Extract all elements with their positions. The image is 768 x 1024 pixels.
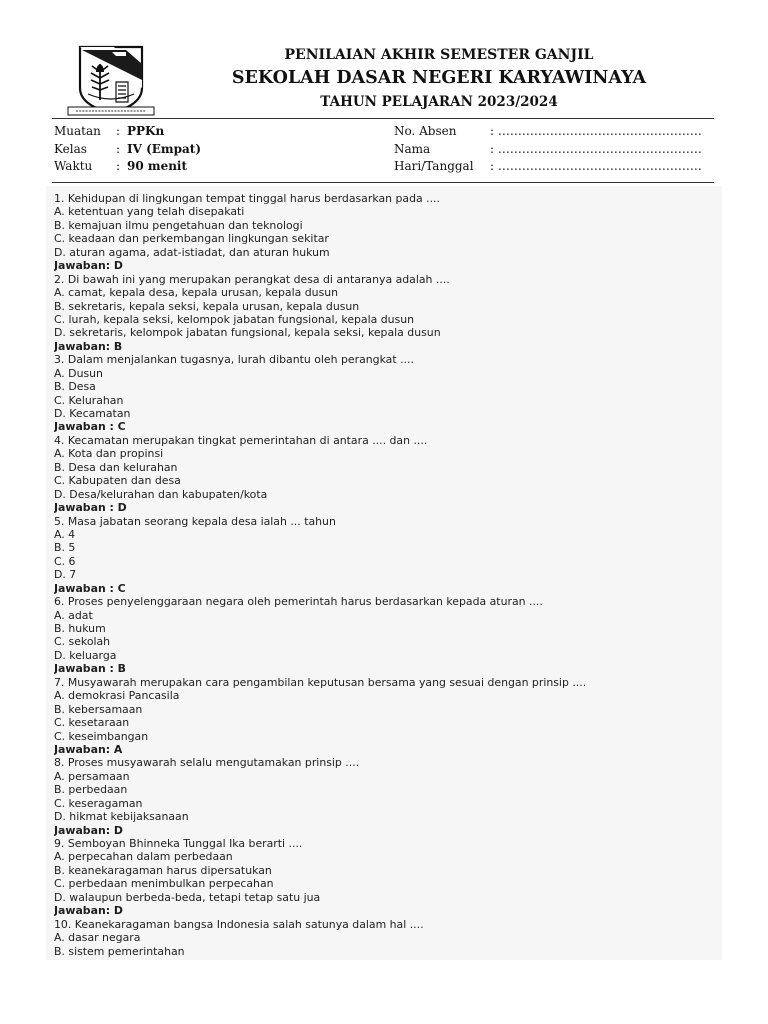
answer-key: Jawaban : C <box>54 581 126 595</box>
answer-option: A. dasar negara <box>54 931 141 945</box>
hari-blank-field[interactable]: : …………………………………………… <box>490 159 702 173</box>
nama-label: Nama <box>394 142 431 156</box>
answer-option: B. kemajuan ilmu pengetahuan dan teknologi <box>54 218 303 232</box>
answer-option: A. 4 <box>54 527 76 541</box>
absen-label: No. Absen <box>394 124 457 138</box>
answer-key: Jawaban: A <box>54 742 123 756</box>
answer-option: C. keseragaman <box>54 796 143 810</box>
answer-option: C. lurah, kepala seksi, kelompok jabatan fungsional, kepala dusun <box>54 312 415 326</box>
answer-option: A. perpecahan dalam perbedaan <box>54 850 233 864</box>
answer-key: Jawaban: D <box>54 259 123 273</box>
answer-key: Jawaban : C <box>54 420 126 434</box>
answer-option: C. keadaan dan perkembangan lingkungan sekitar <box>54 232 329 246</box>
question-text: 1. Kehidupan di lingkungan tempat tinggal harus berdasarkan pada .... <box>54 192 440 205</box>
answer-option: B. Desa <box>54 380 96 394</box>
answer-option: B. sekretaris, kepala seksi, kepala urusan, kepala dusun <box>54 299 360 313</box>
waktu-value: 90 menit <box>127 159 188 173</box>
answer-option: B. hukum <box>54 622 106 635</box>
answer-option: D. hikmat kebijaksanaan <box>54 810 189 824</box>
answer-option: B. sistem pemerintahan <box>54 944 185 958</box>
answer-option: B. Desa dan kelurahan <box>54 460 178 474</box>
answer-option: B. 5 <box>54 541 76 555</box>
answer-option: A. ketentuan yang telah disepakati <box>54 205 245 219</box>
answer-option: C. kesetaraan <box>54 716 130 730</box>
answer-option: A. persamaan <box>54 769 130 783</box>
answer-key: Jawaban: D <box>54 904 123 918</box>
header-divider <box>52 118 714 119</box>
answer-option: A. Kota dan propinsi <box>54 447 164 461</box>
answer-option: B. perbedaan <box>54 783 128 797</box>
question-text: 3. Dalam menjalankan tugasnya, lurah dibantu oleh perangkat .... <box>54 353 414 367</box>
answer-key: Jawaban: B <box>54 339 123 353</box>
nama-blank-field[interactable]: : …………………………………………… <box>490 142 702 156</box>
answer-option: A. Dusun <box>54 366 103 380</box>
colon: : <box>116 124 121 138</box>
answer-option: D. aturan agama, adat-istiadat, dan aturan hukum <box>54 245 330 259</box>
answer-option: D. Desa/kelurahan dan kabupaten/kota <box>54 487 268 501</box>
info-divider <box>52 182 714 183</box>
answer-option: A. camat, kepala desa, kepala urusan, kepala dusun <box>54 286 339 300</box>
answer-option: C. sekolah <box>54 635 111 649</box>
answer-key: Jawaban : D <box>54 501 127 515</box>
answer-option: C. Kabupaten dan desa <box>54 474 181 488</box>
muatan-label: Muatan <box>54 124 101 138</box>
answer-option: D. sekretaris, kelompok jabatan fungsional, kepala seksi, kepala dusun <box>54 326 441 340</box>
absen-blank-field[interactable]: : …………………………………………… <box>490 124 702 138</box>
kelas-label: Kelas <box>54 142 87 156</box>
answer-option: D. Kecamatan <box>54 407 131 420</box>
answer-key: Jawaban: D <box>54 823 123 837</box>
school-year: TAHUN PELAJARAN 2023/2024 <box>320 94 558 110</box>
waktu-label: Waktu <box>54 159 93 173</box>
colon: : <box>116 159 121 173</box>
answer-option: C. Kelurahan <box>54 393 124 407</box>
question-text: 2. Di bawah ini yang merupakan perangkat desa di antaranya adalah .... <box>54 272 450 286</box>
answer-option: A. adat <box>54 608 93 622</box>
question-text: 4. Kecamatan merupakan tingkat pemerintahan di antara .... dan .... <box>54 433 428 447</box>
answer-option: B. keanekaragaman harus dipersatukan <box>54 863 272 877</box>
answer-option: A. demokrasi Pancasila <box>54 689 180 703</box>
muatan-value: PPKn <box>127 124 165 138</box>
answer-option: D. keluarga <box>54 648 117 662</box>
exam-title: PENILAIAN AKHIR SEMESTER GANJIL <box>284 47 594 63</box>
question-text: 7. Musyawarah merupakan cara pengambilan keputusan bersama yang sesuai dengan prinsip .... <box>54 675 587 689</box>
question-list <box>54 192 704 958</box>
answer-option: C. perbedaan menimbulkan perpecahan <box>54 877 274 891</box>
kelas-value: IV (Empat) <box>127 142 202 156</box>
answer-option: B. kebersamaan <box>54 702 143 716</box>
answer-key: Jawaban : B <box>54 662 126 676</box>
hari-label: Hari/Tanggal <box>394 159 474 173</box>
question-text: 10. Keanekaragaman bangsa Indonesia salah satunya dalam hal .... <box>54 917 424 931</box>
colon: : <box>116 142 121 156</box>
school-emblem-logo <box>66 42 156 118</box>
answer-option: D. 7 <box>54 568 77 582</box>
school-name: SEKOLAH DASAR NEGERI KARYAWINAYA <box>231 68 647 88</box>
question-text: 8. Proses musyawarah selalu mengutamakan prinsip .... <box>54 756 360 770</box>
question-text: 9. Semboyan Bhinneka Tunggal Ika berarti .... <box>54 837 303 850</box>
answer-option: D. walaupun berbeda-beda, tetapi tetap satu jua <box>54 890 321 904</box>
question-text: 5. Masa jabatan seorang kepala desa ialah ... tahun <box>54 514 336 528</box>
question-text: 6. Proses penyelenggaraan negara oleh pemerintah harus berdasarkan kepada aturan .... <box>54 595 543 609</box>
answer-option: C. keseimbangan <box>54 729 149 743</box>
answer-option: C. 6 <box>54 554 76 568</box>
